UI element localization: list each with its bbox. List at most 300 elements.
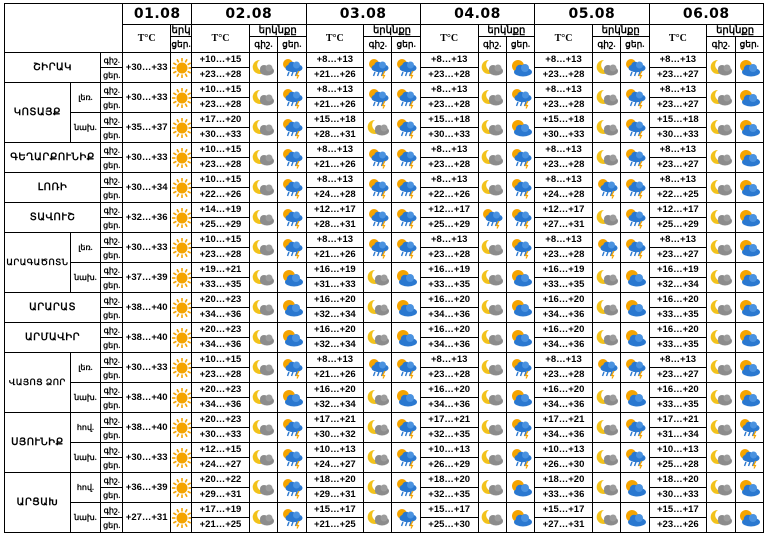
night-temp: +8…+13 [535, 53, 593, 68]
weather-icon-cell [392, 443, 420, 473]
day-temp: +29…+31 [192, 488, 250, 503]
sun-rain-icon [394, 207, 418, 229]
weather-icon-cell [707, 293, 735, 323]
sun-rain-icon [509, 357, 533, 379]
day-temp: +33…+35 [649, 308, 707, 323]
day-temp: +24…+28 [306, 188, 364, 203]
day-temp: +28…+31 [306, 128, 364, 143]
sun-cloud-icon [280, 298, 304, 318]
sun-rain-icon [509, 447, 533, 469]
weather-icon-cell [249, 203, 277, 233]
weather-icon-cell [170, 83, 191, 113]
day-temp: +32…+34 [306, 308, 364, 323]
moon-cloud-icon [251, 178, 275, 198]
corner-blank [5, 4, 123, 53]
night-temp: +16…+20 [306, 293, 364, 308]
sun-icon [171, 447, 192, 469]
weather-icon-cell [278, 353, 306, 383]
weather-icon-cell [592, 143, 620, 173]
sun-rain-icon [366, 147, 390, 169]
sun-cloud-icon [509, 328, 533, 348]
moon-cloud-icon [480, 238, 504, 258]
night-temp: +20…+23 [192, 413, 250, 428]
weather-icon-cell [364, 233, 392, 263]
day-temp: +32…+34 [306, 338, 364, 353]
weather-icon-cell [392, 293, 420, 323]
moon-cloud-icon [595, 388, 619, 408]
sun-rain-icon [394, 87, 418, 109]
moon-cloud-icon [480, 358, 504, 378]
day-label: ցեր. [101, 158, 123, 173]
night-temp: +16…+20 [535, 383, 593, 398]
sun-icon [171, 207, 192, 229]
weather-icon-cell [478, 53, 506, 83]
day-temp: +33…+35 [649, 338, 707, 353]
moon-cloud-icon [709, 58, 733, 78]
sun-rain-icon [623, 147, 647, 169]
weather-icon-cell [364, 173, 392, 203]
weather-icon-cell [735, 353, 763, 383]
weather-icon-cell [364, 263, 392, 293]
night-temp: +18…+20 [420, 473, 478, 488]
moon-cloud-icon [480, 478, 504, 498]
night-temp: +16…+19 [420, 263, 478, 278]
night-temp: +18…+20 [649, 473, 707, 488]
weather-icon-cell [249, 503, 277, 533]
weather-icon-cell [478, 233, 506, 263]
moon-cloud-icon [251, 268, 275, 288]
date-header: 03.08 [306, 4, 420, 25]
day-temp: +21…+26 [306, 158, 364, 173]
weather-icon-cell [506, 113, 534, 143]
day-temp: +33…+35 [535, 278, 593, 293]
weather-icon-cell [170, 503, 191, 533]
moon-cloud-icon [480, 388, 504, 408]
night-temp: +8…+13 [649, 83, 707, 98]
weather-icon-cell [392, 233, 420, 263]
sun-rain-icon [623, 417, 647, 439]
day-temp: +34…+36 [535, 338, 593, 353]
sun-icon [171, 357, 192, 379]
moon-cloud-icon [480, 58, 504, 78]
sun-cloud-icon [509, 388, 533, 408]
weather-icon-cell [592, 353, 620, 383]
weather-icon-cell [392, 263, 420, 293]
moon-cloud-icon [366, 448, 390, 468]
sky-header: երկնքը [249, 25, 306, 37]
moon-cloud-icon [709, 88, 733, 108]
sky-header: երկնքը [592, 25, 649, 37]
weather-icon-cell [278, 113, 306, 143]
weather-icon-cell [621, 53, 649, 83]
weather-icon-cell [592, 233, 620, 263]
night-subheader: գիշ. [592, 37, 620, 53]
night-label: գիշ. [101, 173, 123, 188]
weather-icon-cell [170, 143, 191, 173]
sun-rain-icon [394, 117, 418, 139]
weather-icon-cell [506, 503, 534, 533]
subregion-label: հով. [70, 473, 100, 503]
moon-cloud-icon [251, 478, 275, 498]
moon-cloud-icon [595, 418, 619, 438]
day-label: ցեր. [101, 98, 123, 113]
sun-cloud-icon [280, 268, 304, 288]
temp-range: +38…+40 [123, 383, 171, 413]
weather-icon-cell [278, 233, 306, 263]
weather-icon-cell [707, 113, 735, 143]
weather-icon-cell [592, 173, 620, 203]
weather-icon-cell [170, 233, 191, 263]
sun-cloud-icon [623, 478, 647, 498]
night-temp: +8…+13 [306, 233, 364, 248]
day-label: ցեր. [101, 278, 123, 293]
moon-cloud-icon [709, 208, 733, 228]
night-temp: +15…+17 [306, 503, 364, 518]
moon-cloud-icon [251, 88, 275, 108]
region-name: ՍՅՈՒՆԻՔ [5, 413, 71, 473]
night-temp: +10…+15 [192, 83, 250, 98]
weather-icon-cell [392, 203, 420, 233]
day-temp: +24…+27 [192, 458, 250, 473]
sun-cloud-icon [509, 508, 533, 528]
moon-cloud-icon [251, 208, 275, 228]
weather-icon-cell [735, 503, 763, 533]
night-temp: +15…+18 [535, 113, 593, 128]
night-subheader: գիշ. [478, 37, 506, 53]
day-temp: +23…+28 [535, 98, 593, 113]
sun-rain-icon [509, 87, 533, 109]
sun-rain-icon [623, 57, 647, 79]
day-label: ցեր. [101, 398, 123, 413]
day-temp: +23…+28 [535, 248, 593, 263]
sun-rain-icon [623, 117, 647, 139]
weather-icon-cell [278, 323, 306, 353]
day-label: ցեր. [101, 488, 123, 503]
day-temp: +27…+31 [535, 218, 593, 233]
day-temp: +23…+28 [420, 158, 478, 173]
subregion-label: նախ. [70, 383, 100, 413]
night-temp: +8…+13 [649, 353, 707, 368]
sun-cloud-icon [394, 298, 418, 318]
night-temp: +12…+17 [649, 203, 707, 218]
weather-icon-cell [249, 143, 277, 173]
weather-icon-cell [735, 413, 763, 443]
night-temp: +16…+20 [420, 383, 478, 398]
sun-cloud-icon [394, 268, 418, 288]
night-label: գիշ. [101, 113, 123, 128]
sun-rain-icon [623, 357, 647, 379]
sun-rain-icon [394, 507, 418, 529]
moon-cloud-icon [709, 118, 733, 138]
weather-icon-cell [707, 53, 735, 83]
weather-icon-cell [621, 143, 649, 173]
night-temp: +17…+20 [192, 113, 250, 128]
temp-range: +36…+39 [123, 473, 171, 503]
weather-icon-cell [707, 473, 735, 503]
night-temp: +16…+20 [535, 293, 593, 308]
sun-icon [171, 117, 192, 139]
moon-cloud-icon [366, 118, 390, 138]
sun-cloud-icon [509, 298, 533, 318]
night-temp: +17…+21 [535, 413, 593, 428]
day-temp: +30…+33 [649, 488, 707, 503]
temp-header: T°C [123, 25, 171, 53]
weather-icon-cell [170, 203, 191, 233]
weather-icon-cell [621, 83, 649, 113]
day-temp: +34…+36 [420, 338, 478, 353]
temp-range: +38…+40 [123, 323, 171, 353]
day-temp: +23…+28 [420, 68, 478, 83]
day-temp: +30…+33 [192, 128, 250, 143]
night-temp: +15…+17 [420, 503, 478, 518]
night-temp: +20…+22 [192, 473, 250, 488]
forecast-row [5, 173, 764, 188]
weather-icon-cell [707, 173, 735, 203]
weather-icon-cell [478, 383, 506, 413]
sun-rain-icon [280, 477, 304, 499]
day-temp: +34…+36 [192, 338, 250, 353]
day-temp: +23…+28 [192, 68, 250, 83]
day-temp: +31…+33 [306, 278, 364, 293]
weather-icon-cell [478, 353, 506, 383]
weather-icon-cell [170, 53, 191, 83]
weather-icon-cell [621, 443, 649, 473]
day-subheader: ցեր. [170, 37, 191, 53]
moon-cloud-icon [595, 508, 619, 528]
night-temp: +8…+13 [535, 353, 593, 368]
night-subheader: գիշ. [707, 37, 735, 53]
weather-icon-cell [506, 173, 534, 203]
night-temp: +8…+13 [306, 173, 364, 188]
moon-cloud-icon [480, 88, 504, 108]
region-name: ՏԱՎՈՒՇ [5, 203, 101, 233]
day-label: ցեր. [101, 188, 123, 203]
weather-icon-cell [707, 353, 735, 383]
weather-icon-cell [249, 83, 277, 113]
weather-icon-cell [621, 113, 649, 143]
night-temp: +8…+13 [649, 233, 707, 248]
weather-icon-cell [392, 383, 420, 413]
temp-range: +32…+36 [123, 203, 171, 233]
weather-icon-cell [735, 323, 763, 353]
moon-cloud-icon [251, 118, 275, 138]
weather-icon-cell [707, 263, 735, 293]
date-header: 06.08 [649, 4, 763, 25]
weather-icon-cell [506, 53, 534, 83]
day-temp: +24…+28 [535, 188, 593, 203]
day-temp: +32…+35 [420, 428, 478, 443]
weather-icon-cell [249, 263, 277, 293]
day-temp: +23…+28 [192, 98, 250, 113]
sun-rain-icon [509, 177, 533, 199]
sun-rain-icon [623, 87, 647, 109]
day-label: ցեր. [101, 368, 123, 383]
day-temp: +30…+33 [420, 128, 478, 143]
weather-icon-cell [592, 113, 620, 143]
weather-icon-cell [249, 113, 277, 143]
sun-rain-icon [509, 417, 533, 439]
night-temp: +8…+13 [649, 173, 707, 188]
day-temp: +26…+29 [420, 458, 478, 473]
sun-rain-icon [394, 57, 418, 79]
forecast-row [5, 263, 764, 278]
night-label: գիշ. [101, 353, 123, 368]
night-subheader: գիշ. [364, 37, 392, 53]
day-temp: +23…+28 [192, 368, 250, 383]
night-temp: +20…+23 [192, 323, 250, 338]
night-label: գիշ. [101, 203, 123, 218]
day-temp: +33…+36 [535, 488, 593, 503]
weather-icon-cell [364, 113, 392, 143]
night-temp: +12…+15 [192, 443, 250, 458]
day-temp: +23…+28 [420, 368, 478, 383]
sun-rain-icon [509, 207, 533, 229]
weather-icon-cell [170, 173, 191, 203]
night-temp: +16…+20 [420, 293, 478, 308]
sun-rain-icon [280, 357, 304, 379]
night-temp: +16…+20 [306, 323, 364, 338]
weather-icon-cell [392, 473, 420, 503]
night-temp: +16…+19 [306, 263, 364, 278]
moon-cloud-icon [480, 268, 504, 288]
weather-icon-cell [506, 473, 534, 503]
weather-icon-cell [170, 473, 191, 503]
sun-cloud-icon [623, 298, 647, 318]
subregion-label: նախ. [70, 503, 100, 533]
night-temp: +8…+13 [420, 353, 478, 368]
weather-icon-cell [621, 413, 649, 443]
sun-rain-icon [280, 207, 304, 229]
moon-cloud-icon [251, 328, 275, 348]
moon-cloud-icon [595, 148, 619, 168]
night-label: գիշ. [101, 83, 123, 98]
weather-icon-cell [735, 383, 763, 413]
weather-icon-cell [506, 83, 534, 113]
region-name: ԱՐԱԳԱԾՈՏՆ [5, 233, 71, 293]
day-temp: +33…+35 [192, 278, 250, 293]
weather-icon-cell [249, 233, 277, 263]
moon-cloud-icon [595, 208, 619, 228]
weather-icon-cell [621, 263, 649, 293]
forecast-table [4, 3, 764, 533]
weather-icon-cell [506, 293, 534, 323]
night-temp: +18…+20 [306, 473, 364, 488]
weather-icon-cell [621, 203, 649, 233]
weather-icon-cell [170, 383, 191, 413]
sun-cloud-icon [737, 148, 761, 168]
night-temp: +8…+13 [535, 83, 593, 98]
weather-icon-cell [364, 503, 392, 533]
sun-rain-icon [280, 177, 304, 199]
sun-icon [171, 417, 192, 439]
moon-cloud-icon [251, 298, 275, 318]
moon-cloud-icon [709, 268, 733, 288]
sun-rain-icon [366, 87, 390, 109]
sun-cloud-icon [623, 268, 647, 288]
night-label: գիշ. [101, 383, 123, 398]
night-temp: +8…+13 [420, 143, 478, 158]
day-temp: +34…+36 [535, 308, 593, 323]
night-label: գիշ. [101, 503, 123, 518]
day-temp: +23…+27 [649, 158, 707, 173]
night-label: գիշ. [101, 263, 123, 278]
day-subheader: ցեր. [506, 37, 534, 53]
weather-icon-cell [364, 203, 392, 233]
weather-icon-cell [735, 173, 763, 203]
weather-icon-cell [506, 143, 534, 173]
sun-cloud-icon [737, 358, 761, 378]
weather-icon-cell [592, 53, 620, 83]
sun-rain-icon [280, 87, 304, 109]
weather-icon-cell [249, 413, 277, 443]
sun-rain-icon [595, 177, 619, 199]
weather-icon-cell [478, 443, 506, 473]
night-label: գիշ. [101, 323, 123, 338]
weather-icon-cell [278, 383, 306, 413]
sun-rain-icon [394, 177, 418, 199]
sun-rain-icon [366, 207, 390, 229]
region-name: ՇԻՐԱԿ [5, 53, 101, 83]
day-label: ցեր. [101, 68, 123, 83]
moon-cloud-icon [480, 298, 504, 318]
forecast-row [5, 323, 764, 338]
temp-range: +30…+33 [123, 83, 171, 113]
weather-icon-cell [278, 83, 306, 113]
sun-cloud-icon [509, 478, 533, 498]
night-label: գիշ. [101, 233, 123, 248]
moon-cloud-icon [366, 268, 390, 288]
weather-icon-cell [478, 173, 506, 203]
moon-cloud-icon [366, 478, 390, 498]
date-header: 05.08 [535, 4, 649, 25]
weather-icon-cell [478, 263, 506, 293]
weather-icon-cell [249, 383, 277, 413]
weather-icon-cell [364, 293, 392, 323]
weather-icon-cell [278, 173, 306, 203]
weather-icon-cell [506, 443, 534, 473]
weather-icon-cell [621, 383, 649, 413]
sun-rain-icon [366, 57, 390, 79]
subregion-label: լեռ. [70, 233, 100, 263]
day-temp: +21…+26 [306, 368, 364, 383]
weather-icon-cell [170, 413, 191, 443]
moon-cloud-icon [709, 418, 733, 438]
forecast-row [5, 353, 764, 368]
weather-icon-cell [170, 323, 191, 353]
sun-rain-icon [280, 237, 304, 259]
sun-cloud-icon [280, 328, 304, 348]
moon-cloud-icon [480, 508, 504, 528]
forecast-row [5, 203, 764, 218]
sun-rain-icon [623, 177, 647, 199]
night-temp: +10…+15 [192, 173, 250, 188]
weather-icon-cell [592, 443, 620, 473]
weather-icon-cell [735, 233, 763, 263]
weather-icon-cell [735, 473, 763, 503]
day-temp: +23…+27 [649, 98, 707, 113]
day-temp: +25…+29 [420, 218, 478, 233]
weather-icon-cell [621, 293, 649, 323]
sun-rain-icon [595, 237, 619, 259]
moon-cloud-icon [480, 148, 504, 168]
night-temp: +8…+13 [535, 233, 593, 248]
day-temp: +32…+34 [649, 278, 707, 293]
night-temp: +14…+19 [192, 203, 250, 218]
night-temp: +17…+19 [192, 503, 250, 518]
night-temp: +8…+13 [306, 143, 364, 158]
weather-icon-cell [478, 83, 506, 113]
moon-cloud-icon [480, 418, 504, 438]
